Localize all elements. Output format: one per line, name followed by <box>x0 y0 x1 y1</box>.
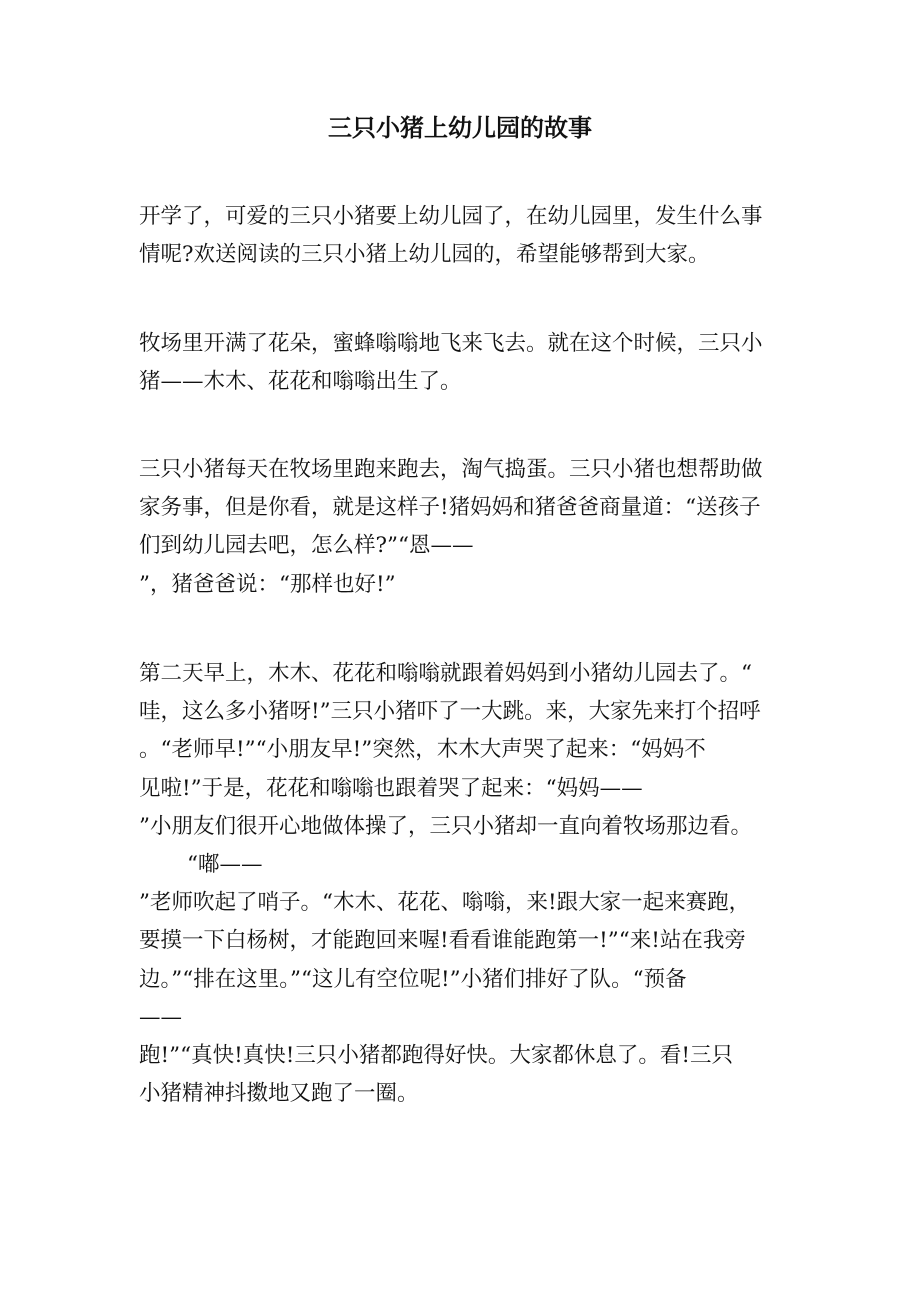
text-line: 情呢?欢送阅读的三只小猪上幼儿园的，希望能够帮到大家。 <box>139 242 710 268</box>
document-title: 三只小猪上幼儿园的故事 <box>328 113 592 142</box>
text-line: 开学了，可爱的三只小猪要上幼儿园了，在幼儿园里，发生什么事 <box>139 204 763 229</box>
text-line: —— <box>139 1004 182 1030</box>
text-line: ”老师吹起了哨子。“木木、花花、嗡嗡，来!跟大家一起来赛跑， <box>139 890 751 916</box>
text-line: 哇，这么多小猪呀!”三只小猪吓了一大跳。来，大家先来打个招呼 <box>139 699 761 725</box>
text-line: 第二天早上，木木、花花和嗡嗡就跟着妈妈到小猪幼儿园去了。“ <box>139 661 752 686</box>
text-line: 牧场里开满了花朵，蜜蜂嗡嗡地飞来飞去。就在这个时候，三只小 <box>139 331 763 356</box>
text-line: 。“老师早!”“小朋友早!”突然，木木大声哭了起来：“妈妈不 <box>139 737 706 763</box>
text-line: 跑!”“真快!真快!三只小猪都跑得好快。大家都休息了。看!三只 <box>139 1042 734 1068</box>
text-line: 三只小猪每天在牧场里跑来跑去，淘气捣蛋。三只小猪也想帮助做 <box>139 457 763 482</box>
text-line: 们到幼儿园去吧，怎么样?”“恩—— <box>139 533 474 559</box>
text-line: 小猪精神抖擞地又跑了一圈。 <box>139 1081 419 1107</box>
paragraph-decision <box>139 451 789 604</box>
paragraph-birth <box>139 325 789 401</box>
paragraph-intro <box>139 198 789 274</box>
text-line: ”小朋友们很开心地做体操了，三只小猪却一直向着牧场那边看。 <box>139 813 752 839</box>
text-line: 家务事，但是你看，就是这样子!猪妈妈和猪爸爸商量道：“送孩子 <box>139 495 761 521</box>
text-line: 边。”“排在这里。”“这儿有空位呢!”小猪们排好了队。“预备 <box>139 966 687 992</box>
text-line: 猪——木木、花花和嗡嗡出生了。 <box>139 369 462 395</box>
text-line: “嘟—— <box>187 851 263 877</box>
text-line: ”，猪爸爸说：“那样也好!” <box>139 571 396 597</box>
text-line: 见啦!”于是，花花和嗡嗡也跟着哭了起来：“妈妈—— <box>139 775 643 801</box>
paragraph-kindergarten <box>139 655 789 1113</box>
text-line: 要摸一下白杨树，才能跑回来喔!看看谁能跑第一!”“来!站在我旁 <box>139 928 746 954</box>
